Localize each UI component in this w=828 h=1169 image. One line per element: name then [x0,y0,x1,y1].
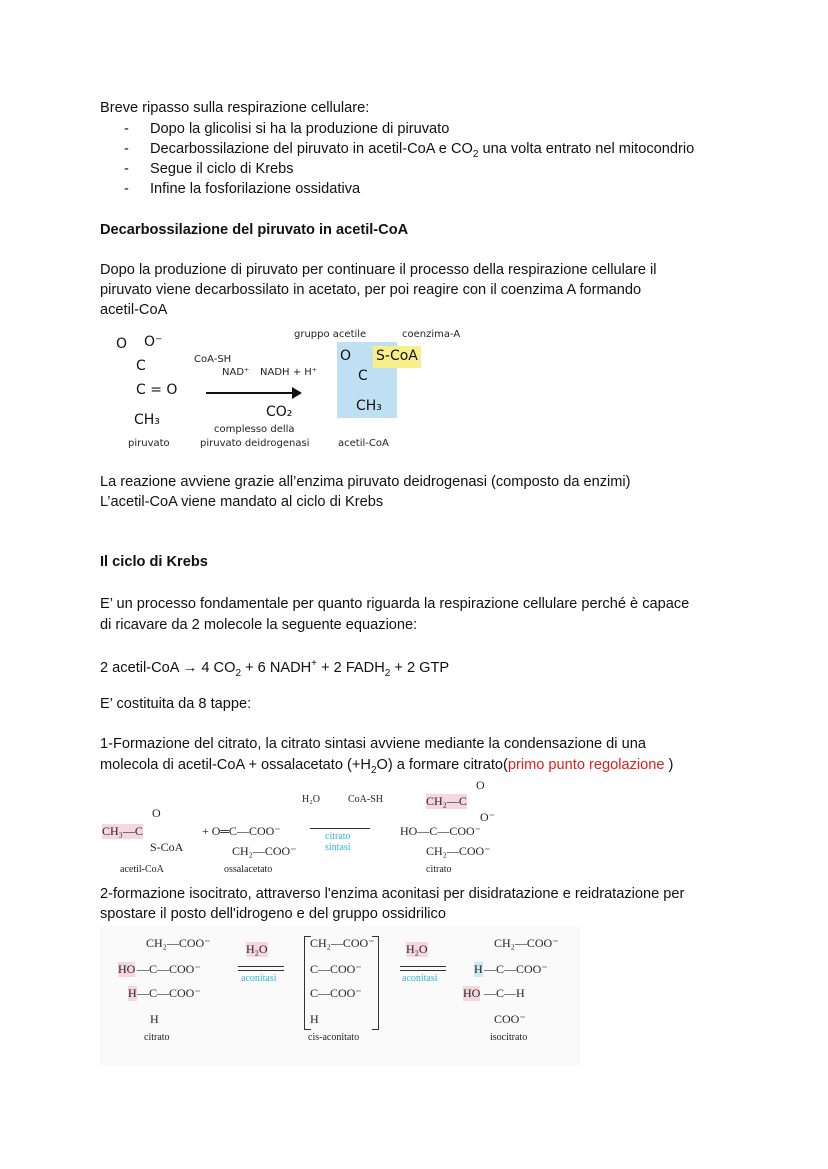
bullet-item: - Segue il ciclo di Krebs [124,161,294,177]
krebs-equation: 2 acetil-CoA → 4 $CO_2 + 6$ NADH+ + 2 $FADH_2 + 2$ GTP [100,658,450,679]
pyruvate-decarboxylation-figure: O O⁻ C C = O CH₃ piruvato CoA-SH NAD⁺ NADH + H⁺ CO₂ complesso della piruvato deidrogenasi gruppo acetile coenzima-A O S-CoA C CH₃ acetil-CoA [116,329,461,449]
section-heading: Il ciclo di Krebs [100,554,208,570]
paragraph-line: acetil-CoA [100,302,168,318]
section-heading: Decarbossilazione del piruvato in acetil-CoA [100,222,409,238]
paragraph-line: di ricavare da 2 molecole la seguente equazione: [100,617,418,633]
paragraph-line: E’ un processo fondamentale per quanto riguarda la respirazione cellulare perché è capace [100,596,690,612]
paragraph-line: La reazione avviene grazie all’enzima piruvato deidrogenasi (composto da enzimi) [100,474,631,490]
paragraph-line: L’acetil-CoA viene mandato al ciclo di Krebs [100,494,384,510]
bullet-item: - Infine la fosforilazione ossidativa [124,181,361,197]
paragraph-line: spostare il posto dell'idrogeno e del gruppo ossidrilico [100,906,446,922]
reaction-arrow [206,392,294,394]
paragraph-line: 1-Formazione del citrato, la citrato sintasi avviene mediante la condensazione di una [100,736,646,752]
paragraph-line: 2-formazione isocitrato, attraverso l'enzima aconitasi per disidratazione e reidratazione per [100,886,685,902]
paragraph-line: Dopo la produzione di piruvato per continuare il processo della respirazione cellulare il [100,262,657,278]
bullet-item: - Dopo la glicolisi si ha la produzione di piruvato [124,121,450,137]
paragraph-line: molecola di acetil-CoA + ossalacetato $(+H_2O)$ a formare citrato(primo punto regolazione ) [100,757,674,776]
bullet-item: - Decarbossilazione del piruvato in acetil-CoA e $CO_2$ una volta entrato nel mitocondrio [124,141,695,160]
aconitase-figure: CH₂—COO⁻ HO —C—COO⁻ H —C—COO⁻ H citrato H₂O aconitasi CH₂—COO⁻ C—COO⁻ C—COO⁻ H cis-aconitato H₂O aconitasi CH₂—COO⁻ H —C—COO⁻ HO —C—H COO⁻ isocitrato [100,926,580,1066]
paragraph-line: E’ costituita da 8 tappe: [100,696,252,712]
paragraph-line: piruvato viene decarbossilato in acetato, per poi reagire con il coenzima A formando [100,282,642,298]
citrate-synthase-figure: CH₃—C O S-CoA acetil-CoA + O═C—COO⁻ CH₂—COO⁻ ossalacetato H₂O CoA-SH citrato sintasi CH₂—C O O⁻ HO—C—COO⁻ CH₂—COO⁻ citrato [102,778,495,875]
intro-title: Breve ripasso sulla respirazione cellulare: [100,100,370,116]
